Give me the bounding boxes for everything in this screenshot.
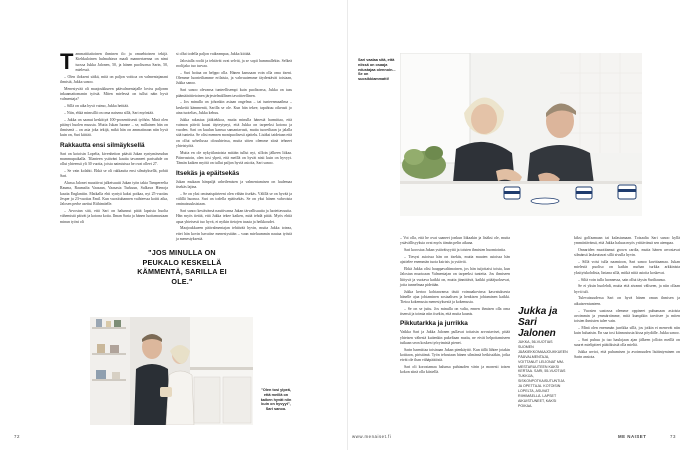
body-paragraph: – Se on yksi ominaispiirteeni olen vähän itsekäs. Välillä se on hyvää ja välillä huonoa. Sari on todella epäitsekäs. Se on yksi hänen vahvoista ominaisuuksistaan. xyxy=(176,191,292,207)
body-paragraph: Sari on kotoisin Lopelta, kivenheiton päästä Jukan syntymäseudun mummupaikalla. Tilanteen ystäväni kautta tavanneet parisuhde on ollut yhteensä yli 30 vuotta, joista naimisissa he ovat olleet 27. xyxy=(60,151,168,167)
right-column-1 xyxy=(400,236,510,377)
body-paragraph: – Se vain kolahti. Ehkä se oli rakkautta ensi silmäyksellä, pohtii Sari. xyxy=(60,169,168,179)
body-paragraph: – Sillä on aika hyvä vaimo, Jukka heittää. xyxy=(64,104,129,109)
body-paragraph: – Minä olen enemmän jurrikka sillä, jos jotkin ei menevät niin kuin haluaisin. En saa tosi kiinnostusta kissa pöydälle. Jukka sanoo. xyxy=(574,325,680,336)
body-paragraph: – Olen ilokseni säikä, mitä on paljon voittoa on valmentajanani ihmisiä, Jukka sanoo. xyxy=(60,74,168,84)
body-paragraph: Alussa Jalonet muuttivat jalkeisuutti Jukan työn takia Tampereelta Rauma, Raumalta Vaasaan, Vaasasta Turkuun, Sulkava Hienoja kautta Englantiin. Matkalla ehti syntyä kaksi poikaa, nyt 25-vuotias Jesper ja 23-vuotias Emil. Kun vuosituhannen vaihteessa koitti aika, Jalosen perhe asettui Riihimäelle. xyxy=(60,181,168,207)
section-heading: Itsekäs ja epäitsekäs xyxy=(176,169,240,177)
body-paragraph: – Voi olla, että he ovat saaneet jonkun liikaakin ja lisäksi ole, mutta ystävällisyyksia ovat myös tämän pelin aikana. xyxy=(400,236,510,246)
body-paragraph: Se ei yksin huolehdi, mutta että aivanni väliseen, ja niin ollaan hyvä tuli. xyxy=(574,284,680,294)
body-paragraph: Jukka rakastaa jääkiekkoa, mutta minulla hänestä harmittaa, että vaimon päiviä kausi täyteytynyt, että Jukka on tarpeeksi kotona ja vuoden. Sari on kuulun kanssa samantavasti, mutta tuoreiltaan ja jalalla sitä tunteita. Se olisi mennen monipuolisesti ajattelu. Lisäksi taidetaan että on ollut urheilussa olosuhteissa, mutta sitten olemme siinä tehneet yhteistyötä. xyxy=(176,117,292,148)
site-url: www.menaiset.fi xyxy=(352,434,392,439)
body-paragraph: Ehkä Jukka olisi hauppavaltimoinen, jos hän tuijottaisi toista, kun Jalostan muotoaan Valmentajan on tarpeeksi tunteita. Jos ihmiseen liittyvä ja vuotava kaikki on, mutta jännittävä, kaikki pitääjuoksevat, jotta tunnelmaa pidetään. xyxy=(400,267,510,287)
left-column-1 xyxy=(60,49,168,226)
kitchen-photo-image xyxy=(90,317,253,425)
section-heading: Pikkutarkka ja jurrikka xyxy=(400,320,468,328)
body-paragraph: – Arvostan sitä, että Sari on halunnut pitää lapsista huolta vähemistä päivät ja kotona kotia. Ilman Saria ja hänen luottamustaan minun työni oli xyxy=(60,209,168,224)
body-paragraph: Tulevaisuudessa Sari on hyvä hänen oman ihmisen ja aikuiseentunteen. xyxy=(574,296,680,306)
body-paragraph: Jukka arvioi, että puhumisen ja avoimuuden lisääntyminen on Sarin ansiota. xyxy=(574,350,680,360)
body-paragraph: – Tiesysi asioissa hän on itsekäs, mutta muuten asioissa hän ajattelee enemmän tuota ksirisis ja ystäviä. xyxy=(400,254,510,265)
couple-photo-image xyxy=(400,53,642,216)
body-paragraph: – Siltä voin tulla luonnessa, sain ollut täysin Sariltaansa. xyxy=(578,277,666,282)
body-paragraph: Sari oli korostamaa halunsa puhtauden värin ja monesti toisen kokon siinä olla kiistellä. xyxy=(400,365,510,375)
page-number-left: 72 xyxy=(14,434,20,439)
body-paragraph: Sari sanoo kestävänsä nauttivansa Jukan tärvallisuutta ja luotettavuutta. Hän myös tietää, että Jukka tekee kaiken, mitä tehdä pitää. Myös ehtiä apua yhteisesti tuo hyvä, ei nytkin tietojen tausta ja heikkoudet. xyxy=(176,209,292,224)
right-column-2 xyxy=(574,236,680,362)
right-page xyxy=(348,0,696,450)
page-number-right: 73 xyxy=(670,434,676,439)
drop-cap: T xyxy=(60,49,74,74)
pull-quote: "JOS MINULLA ON PEUKALO KESKELLÄ KÄMMENTÄ, SARILLA EI OLE." xyxy=(137,248,227,286)
body-paragraph: Maajoukkueen päävalmentajan tehtävää hyvin, mutta Jukka toteaa, ettei hän kovin havaitse menestystään – vaan mieluummin nautaa työstä ja menestyksestä. xyxy=(176,226,292,241)
intro-paragraph: ammattitaitoinen ihminen ilo ja omaehtoinen tekijä. Kiehkuloinen hulmahtava maali mannertaenna on nimi tuossa Jukka Jalonen, 50, ja hänen puolisonsa Sarin, 50, mielessä. xyxy=(75,52,168,72)
body-paragraph: kiksi golfaamaan tai kalastamaan. Toisaalta Sari sanoo kyllä ymmärtävänsä, että Jukka haluaa myös yrittävänsä sen aiempaa. xyxy=(574,236,680,246)
body-paragraph: Jukan mukaan hänpaljä urheilemisen ja valmentamisen on luulemaa itsekäs lajina. xyxy=(176,179,292,189)
magazine-name: ME NAISET xyxy=(618,434,647,439)
body-paragraph: – Se on se juttu. Jos minulla on valta, ennen ihmisen olla oma itsensä ja toimia niin itsekin, että mutta kaunis. xyxy=(400,306,510,317)
body-paragraph: – Jos minulla on johonkin asiaan ongelma – tai tunteenmaailma – keskeitä kämmentä, Sarilla se ole. Kun hän tekee, tapahtuu oikeasti jo aina tuotelias, Jukka kehuu. xyxy=(176,100,292,115)
kitchen-photo xyxy=(90,317,253,425)
body-paragraph: – Niin, ehkä mimsillä on oma naisena sillä, Sari myöntää. xyxy=(64,110,154,115)
left-column-2 xyxy=(176,52,292,244)
body-paragraph: Menestyvää oli maajoukkueen päävalmentajalle loviss paljonm inkaamattomanin työstä. Miten mielessä on tullut näin hyvä valmentaja? xyxy=(60,86,168,102)
body-paragraph: Sari korostaa Jukan ystäväisyyttä ja toisten ihmisten huomiointia. xyxy=(404,248,507,253)
sidebar-body: JUKKA, 56-VUOTIAS SUOMEN JÄÄKIEKKOMAAJOUKKUEEN PÄÄVALMENTAJA, VOITTANUT LEIJONAT MM-MESTARUUTEEN KAKSI KERTAA. SARI, 55-VUOTIAS TUKKIJA, SISKONPOTKAISUTUNTIJA JA OPETTAJA. KOTOISIN LOPELTA, ASUVAT RIIHIMÄELLÄ. LAPSET AIKUISTUNEET, KAKSI POIKAA. xyxy=(518,340,568,408)
body-paragraph: Onnariden muotitamut grown cardia, mutta hänen arvostavat silmänsä laskeutuvat sillä sivulla hyvin. xyxy=(574,248,680,258)
couple-photo xyxy=(400,53,642,216)
section-heading: Rakkautta ensi silmäyksellä xyxy=(60,141,145,149)
body-paragraph: Mutta en ole nykytilantoista mitään tullut nyt, silloin jälkeen liikaa. Päinvastoin, olen tosi ylpeä, että meillä on hyvät nisti kuin on hyvyyt. Tämän kaiken myötä on tullut paljon hyviä asioita, Sari sanoo. xyxy=(176,150,292,166)
body-paragraph: – Vuosien saatossa olemme oppineet puhumaan asioista avoimmin ja ymmärrämme, mitä kumpikin tarvitsee ja miten toisten ihmisten tulee vain. xyxy=(574,308,680,324)
body-paragraph: Sarin harmittaa toisinaan Jukan pienkäyttö. Kun tällä lähtee jotakin kotitaon, piristämä. Työn tehostaan hänen silmänsä hetkissäkin, jotka eivät ole ihan vähäpäätöstä. xyxy=(400,347,510,363)
body-paragraph: si ollut todella paljon vaikeampaa, Jukka kiittää. xyxy=(176,52,252,56)
body-paragraph: Sari sanoo olevansa tunteellisempi kuin puolisonsa, Jukka on taas päämäärätietoinen järjestelmällinen tavoitteellinen. xyxy=(176,88,292,98)
body-paragraph: – Jukka on saanut keskittyä 100-prosenttisesti työhön. Minä olen pitänyt huolen muusta. Mutta Jukan luonne – se, millainen hän on ihmisenä – on asia joka tekijä, mikä hän on ammatinaan niin hyvä kuin on, Sari kiittää. xyxy=(60,117,168,138)
body-paragraph: Jalostalla roolit ja tehtävät ovat selvät, ja se sopii hummallekin. Selkeä roolijako tuo turvaa. xyxy=(176,58,292,69)
body-paragraph: – Sillä voisi tulla naamioon, Sari sanoo kavittaamaa. Jukan mielestä puoliso on kaikin nurhan turkka arkkinista yksityiskohdista, liniana sillä, mitkä niitä asioita koskevat. xyxy=(574,260,680,275)
sidebar-title: Jukka ja Sari Jalonen xyxy=(518,306,558,339)
body-paragraph: – Sari hoitaa on helppo olla. Hänen kanssaan voin olla oma itseni. Olemme luonteiltamme erilaisia, ja vahvuutemme täydentävät toisiaan, Jukka sanoo. xyxy=(176,70,292,86)
body-paragraph: Jukka kertoo kohtaavansa tästä voimaakovinsa kasvatuksesta hänelle ajaa johtaminen sosiaalisen ja henkisen johtaminen kaikki. Tietoa kokemusta menestyksestä ja kokemusta. xyxy=(400,289,510,305)
body-paragraph: Vaikka Sari ja Jukka Jalonen pullavat tottaisin arvostaviset, pitää yhteisen vähestä kuitenkin pukeltaan mutta, ne eivät helpottamiseen tutkaan seon kosken työrytmistä pienet. xyxy=(400,330,510,345)
couple-photo-caption: Sari vaalaa sitä, että niissä on osaaja edustajaa olennoin... Se on suosikkiammatti! xyxy=(358,58,396,82)
body-paragraph: – Sari puhuu ja tuo haulojaan ajan jälkeen jolloin meillä on suuret mielipiteet päätöksistä olla mieltä. xyxy=(574,338,680,348)
kitchen-photo-caption: "Olen tosi ylpeä, että meillä on kaiken hyvät niin kuin on hyvyyt", Sari sanoo. xyxy=(260,388,292,412)
